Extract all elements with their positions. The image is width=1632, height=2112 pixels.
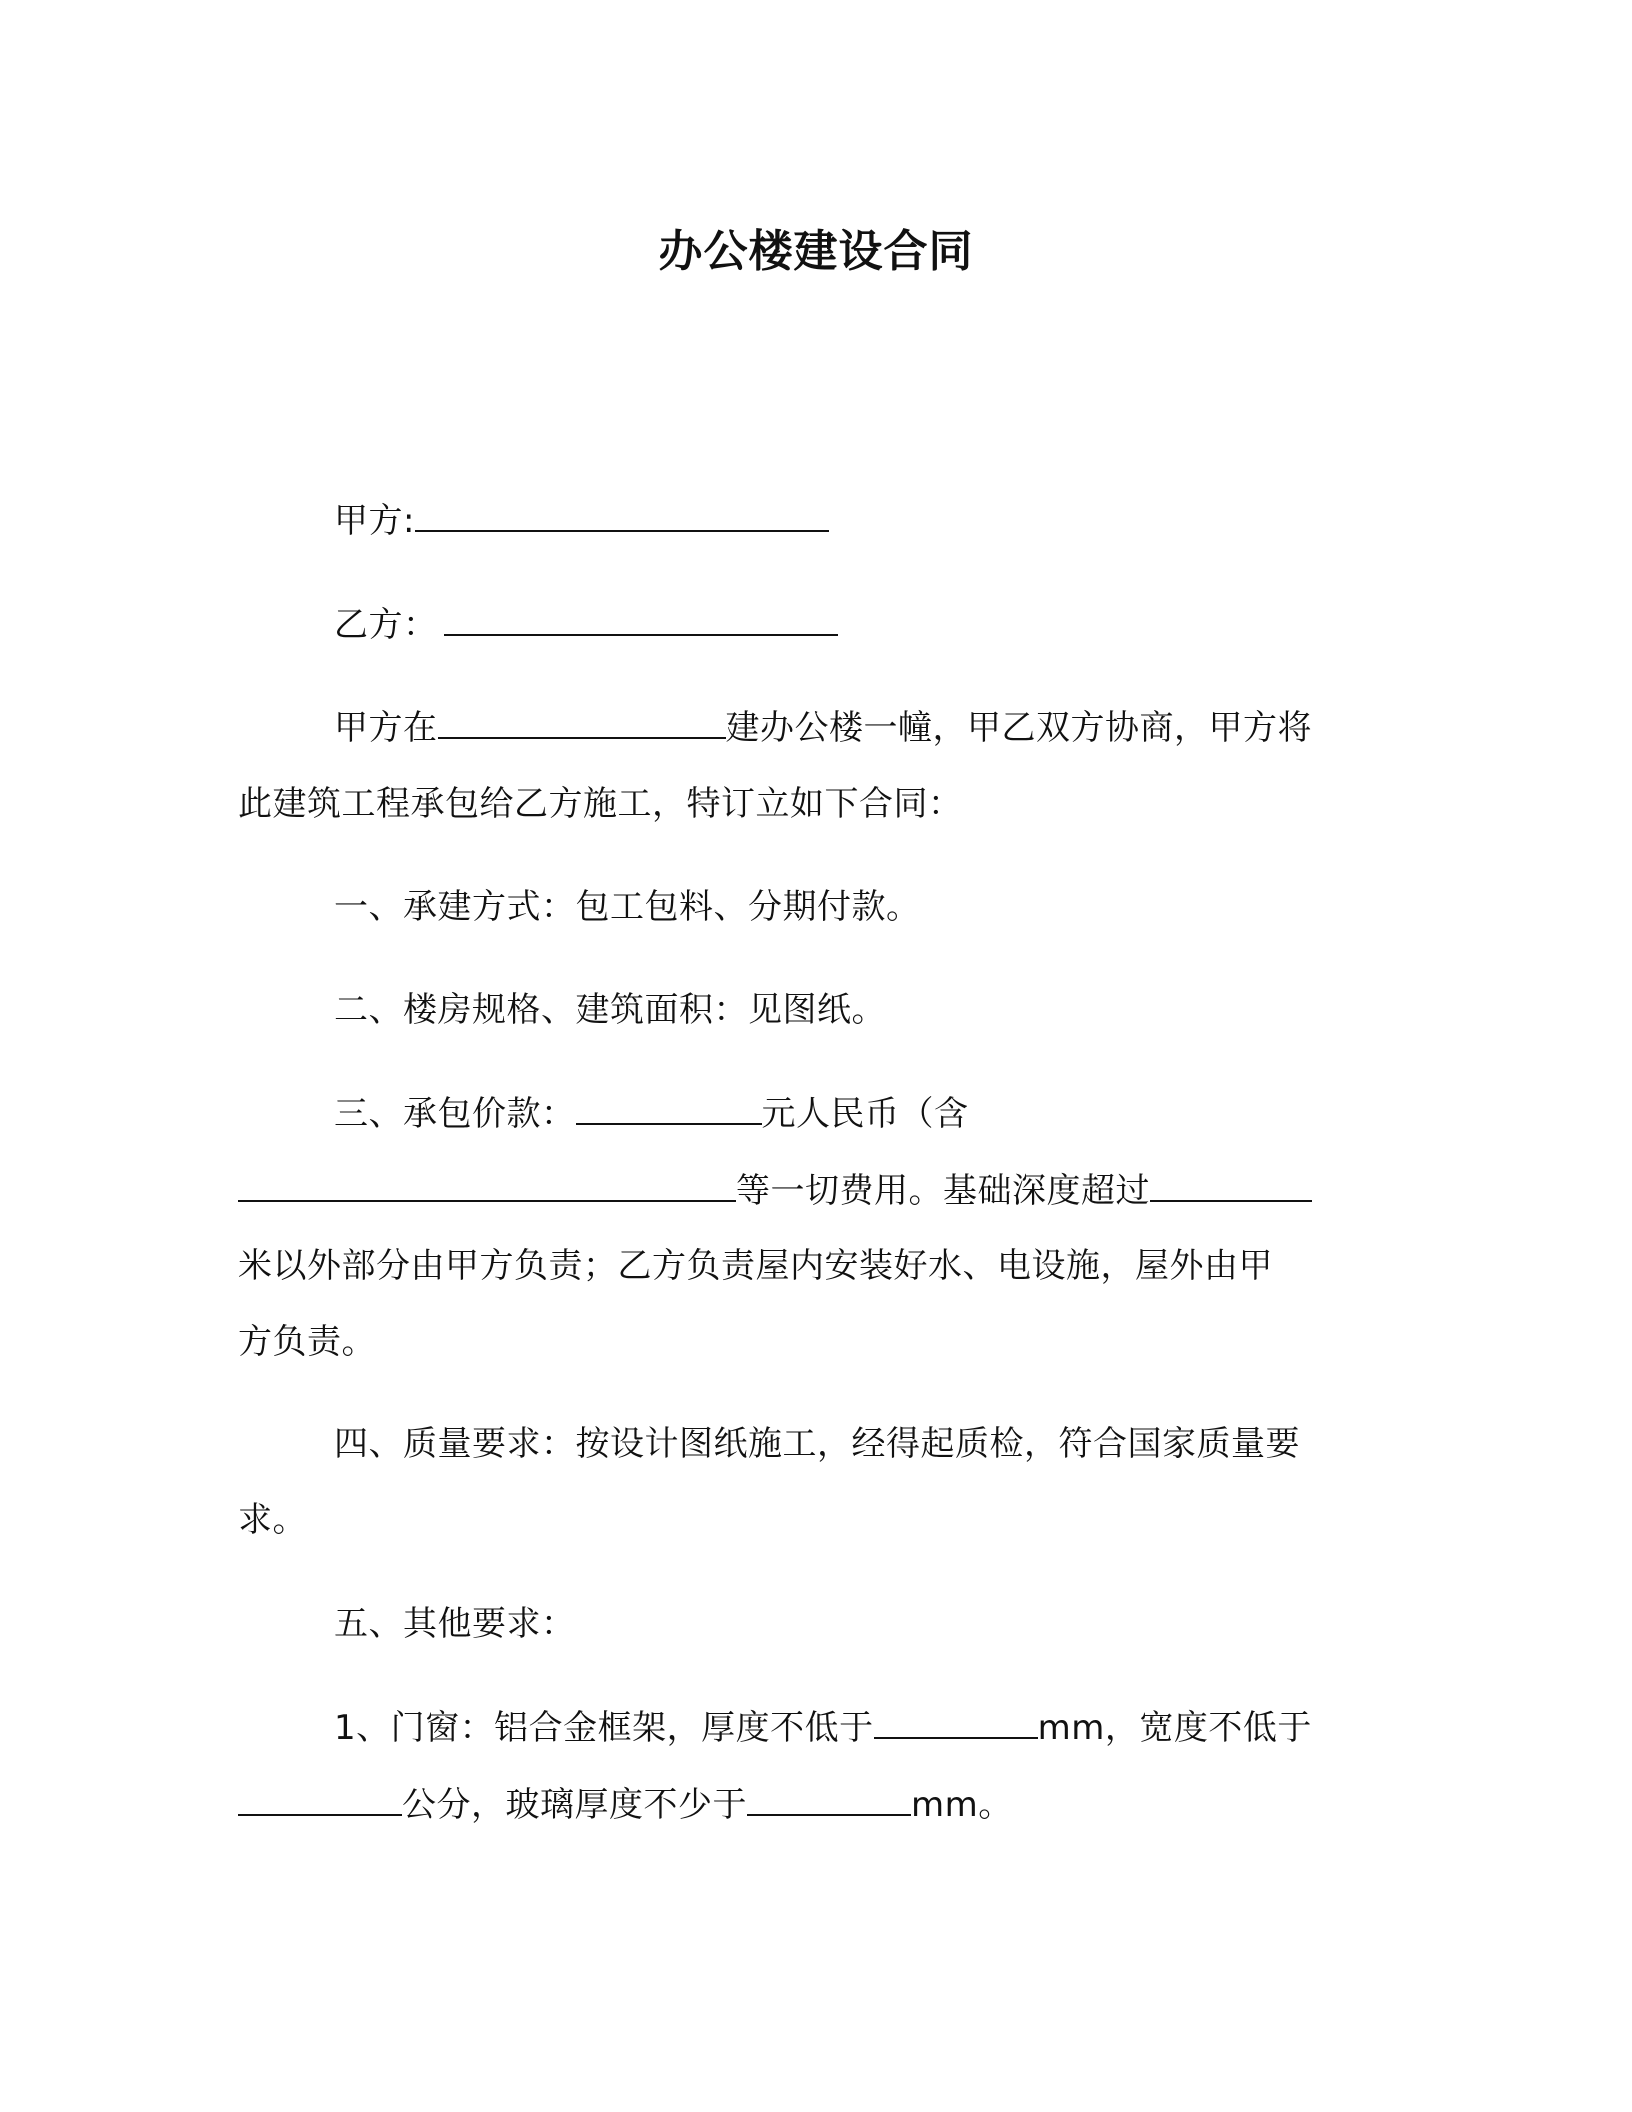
- clause-3-line-3: 米以外部分由甲方负责；乙方负责屋内安装好水、电设施，屋外由甲: [238, 1246, 1273, 1286]
- included-items-blank: [238, 1166, 736, 1202]
- price-blank: [576, 1089, 762, 1125]
- item-1-line-2: [238, 1780, 1013, 1829]
- glass-thickness-blank: [747, 1780, 911, 1816]
- item-1-mid: mm，宽度不低于: [1037, 1708, 1312, 1748]
- clause-4-line-2: 求。: [238, 1500, 307, 1540]
- clause-2: 二、楼房规格、建筑面积：见图纸。: [334, 990, 886, 1030]
- clause-3-post: 元人民币（含: [761, 1094, 969, 1134]
- party-a-line: [334, 496, 829, 545]
- party-b-blank: [444, 600, 838, 636]
- foundation-depth-blank: [1150, 1166, 1312, 1202]
- party-a-label: 甲方:: [334, 501, 415, 541]
- item-1-pre: 1、门窗：铝合金框架，厚度不低于: [334, 1708, 874, 1748]
- intro-post: 建办公楼一幢，甲乙双方协商，甲方将: [725, 708, 1312, 748]
- location-blank: [438, 703, 726, 739]
- intro-line-2: 此建筑工程承包给乙方施工，特订立如下合同：: [238, 784, 963, 824]
- item-1-line-1: [334, 1703, 1312, 1752]
- party-b-label: 乙方：: [334, 605, 438, 645]
- page-title: 办公楼建设合同: [658, 226, 974, 277]
- clause-3-line-4: 方负责。: [238, 1322, 376, 1362]
- clause-3-pre: 三、承包价款：: [334, 1094, 576, 1134]
- clause-1: 一、承建方式：包工包料、分期付款。: [334, 887, 921, 927]
- frame-thickness-blank: [874, 1703, 1038, 1739]
- clause-3-line-2-text: 等一切费用。基础深度超过: [736, 1171, 1150, 1211]
- item-1-line-2-mid: 公分，玻璃厚度不少于: [402, 1785, 747, 1825]
- intro-pre: 甲方在: [334, 708, 438, 748]
- clause-3-line-1: [334, 1089, 969, 1138]
- clause-5: 五、其他要求：: [334, 1604, 576, 1644]
- party-b-line: [334, 600, 838, 649]
- party-a-blank: [415, 496, 829, 532]
- item-1-line-2-end: mm。: [911, 1785, 1013, 1825]
- clause-3-line-2: [238, 1166, 1312, 1215]
- intro-line-1: [334, 703, 1312, 752]
- frame-width-blank: [238, 1780, 402, 1816]
- clause-4-line-1: 四、质量要求：按设计图纸施工，经得起质检，符合国家质量要: [334, 1424, 1300, 1464]
